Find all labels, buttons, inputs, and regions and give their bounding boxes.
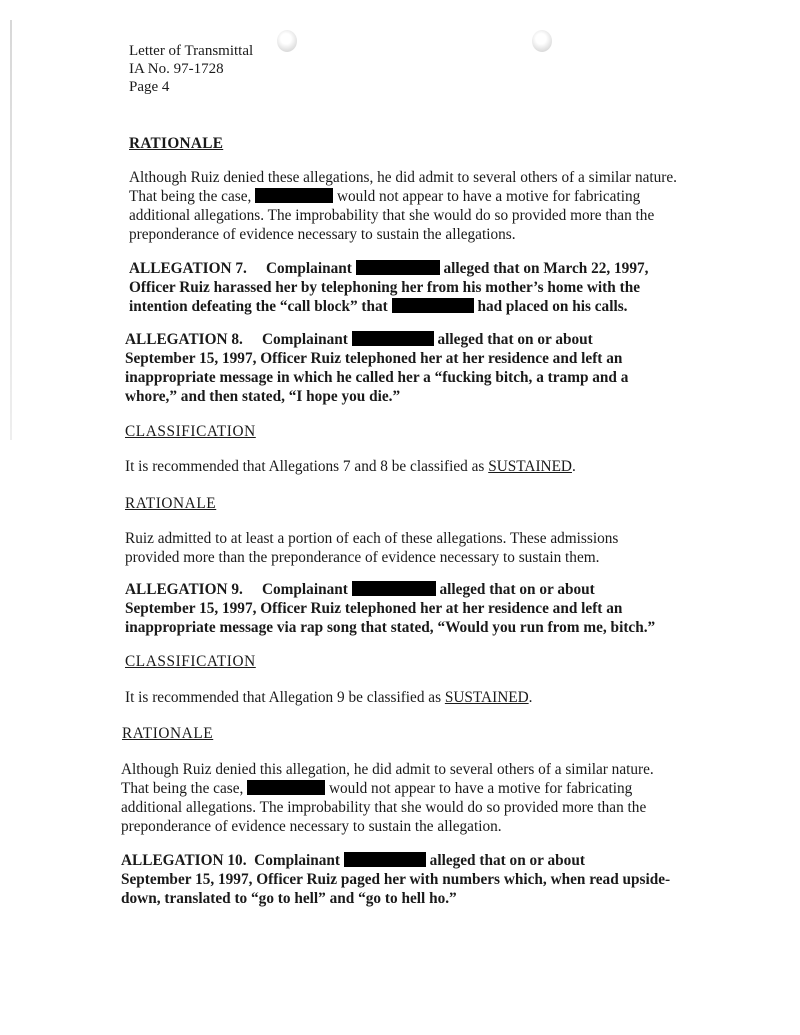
allegation-8 [125,330,628,406]
rationale-heading-3: RATIONALE [122,725,214,742]
text-span: would not appear to have a motive for fabricating [336,188,641,205]
redaction-bar [255,188,333,203]
text-span: ALLEGATION 9. Complainant [125,581,348,598]
scan-edge-line [10,20,12,440]
text-line: Ruiz admitted to at least a portion of each of these allegations. These admissions [125,530,619,547]
text-line: Officer Ruiz harassed her by telephoning her from his mother’s home with the [129,279,640,296]
rationale-heading-2: RATIONALE [125,495,217,512]
text-span: It is recommended that Allegations 7 and 8 be classified as [125,458,489,475]
text-span: That being the case, [121,780,244,797]
text-line: additional allegations. The improbability that she would do so provided more than the [121,799,647,816]
header-case-number: IA No. 97-1728 [129,61,224,77]
text-span: intention defeating the “call block” that [129,298,388,315]
text-line: whore,” and then stated, “I hope you die.” [125,388,401,405]
text-span: ALLEGATION 7. Complainant [129,260,352,277]
text-span: would not appear to have a motive for fabricating [328,780,633,797]
text-line: preponderance of evidence necessary to sustain the allegations. [129,226,516,243]
rationale-heading-1: RATIONALE [129,135,224,152]
text-span: alleged that on or about [439,581,595,598]
text-span: ALLEGATION 8. Complainant [125,331,348,348]
text-line [125,580,655,599]
classification-heading-1: CLASSIFICATION [125,423,256,440]
redaction-bar [352,331,434,346]
text-line: September 15, 1997, Officer Ruiz paged her with numbers which, when read upside- [121,871,671,888]
text-line: provided more than the preponderance of evidence necessary to sustain them. [125,549,600,566]
classification-text-1 [125,457,576,476]
text-line [121,851,670,870]
text-line [129,187,677,206]
text-line: inappropriate message in which he called her a “fucking bitch, a tramp and a [125,369,629,386]
classification-text-2 [125,688,532,707]
text-span: That being the case, [129,188,252,205]
punch-hole-left [277,30,297,52]
punch-hole-right [532,30,552,52]
redaction-bar [392,298,474,313]
text-line [129,297,648,316]
text-line [125,330,628,349]
classification-heading-2: CLASSIFICATION [125,653,256,670]
text-span: It is recommended that Allegation 9 be classified as [125,689,445,706]
text-line: September 15, 1997, Officer Ruiz telephoned her at her residence and left an [125,600,623,617]
rationale-paragraph-3 [121,760,654,836]
text-line: inappropriate message via rap song that stated, “Would you run from me, bitch.” [125,619,656,636]
text-line: additional allegations. The improbability that she would do so provided more than the [129,207,655,224]
header-page-number: Page 4 [129,79,170,95]
text-line: Although Ruiz denied these allegations, he did admit to several others of a similar nature. [129,169,677,186]
text-span: ALLEGATION 10. Complainant [121,852,341,869]
redaction-bar [344,852,426,867]
allegation-7 [129,259,648,316]
text-line [129,259,648,278]
text-span: alleged that on or about [429,852,585,869]
allegation-9 [125,580,655,637]
text-line [125,457,576,476]
letter-header [129,42,253,96]
text-line [125,688,532,707]
redaction-bar [247,780,325,795]
text-span: alleged that on or about [437,331,593,348]
rationale-paragraph-1 [129,168,677,244]
text-span: . [571,458,576,475]
sustained-status: SUSTAINED [444,689,529,706]
text-line [121,779,654,798]
text-span: alleged that on March 22, 1997, [443,260,649,277]
text-span: . [528,689,533,706]
redaction-bar [356,260,440,275]
text-line: September 15, 1997, Officer Ruiz telephoned her at her residence and left an [125,350,623,367]
text-line: preponderance of evidence necessary to sustain the allegation. [121,818,502,835]
redaction-bar [352,581,436,596]
header-title: Letter of Transmittal [129,43,254,59]
text-line: Although Ruiz denied this allegation, he did admit to several others of a similar nature. [121,761,654,778]
rationale-paragraph-2 [125,529,618,567]
text-line: down, translated to “go to hell” and “go to hell ho.” [121,890,457,907]
sustained-status: SUSTAINED [488,458,572,475]
allegation-10 [121,851,670,908]
text-span: had placed on his calls. [477,298,628,315]
